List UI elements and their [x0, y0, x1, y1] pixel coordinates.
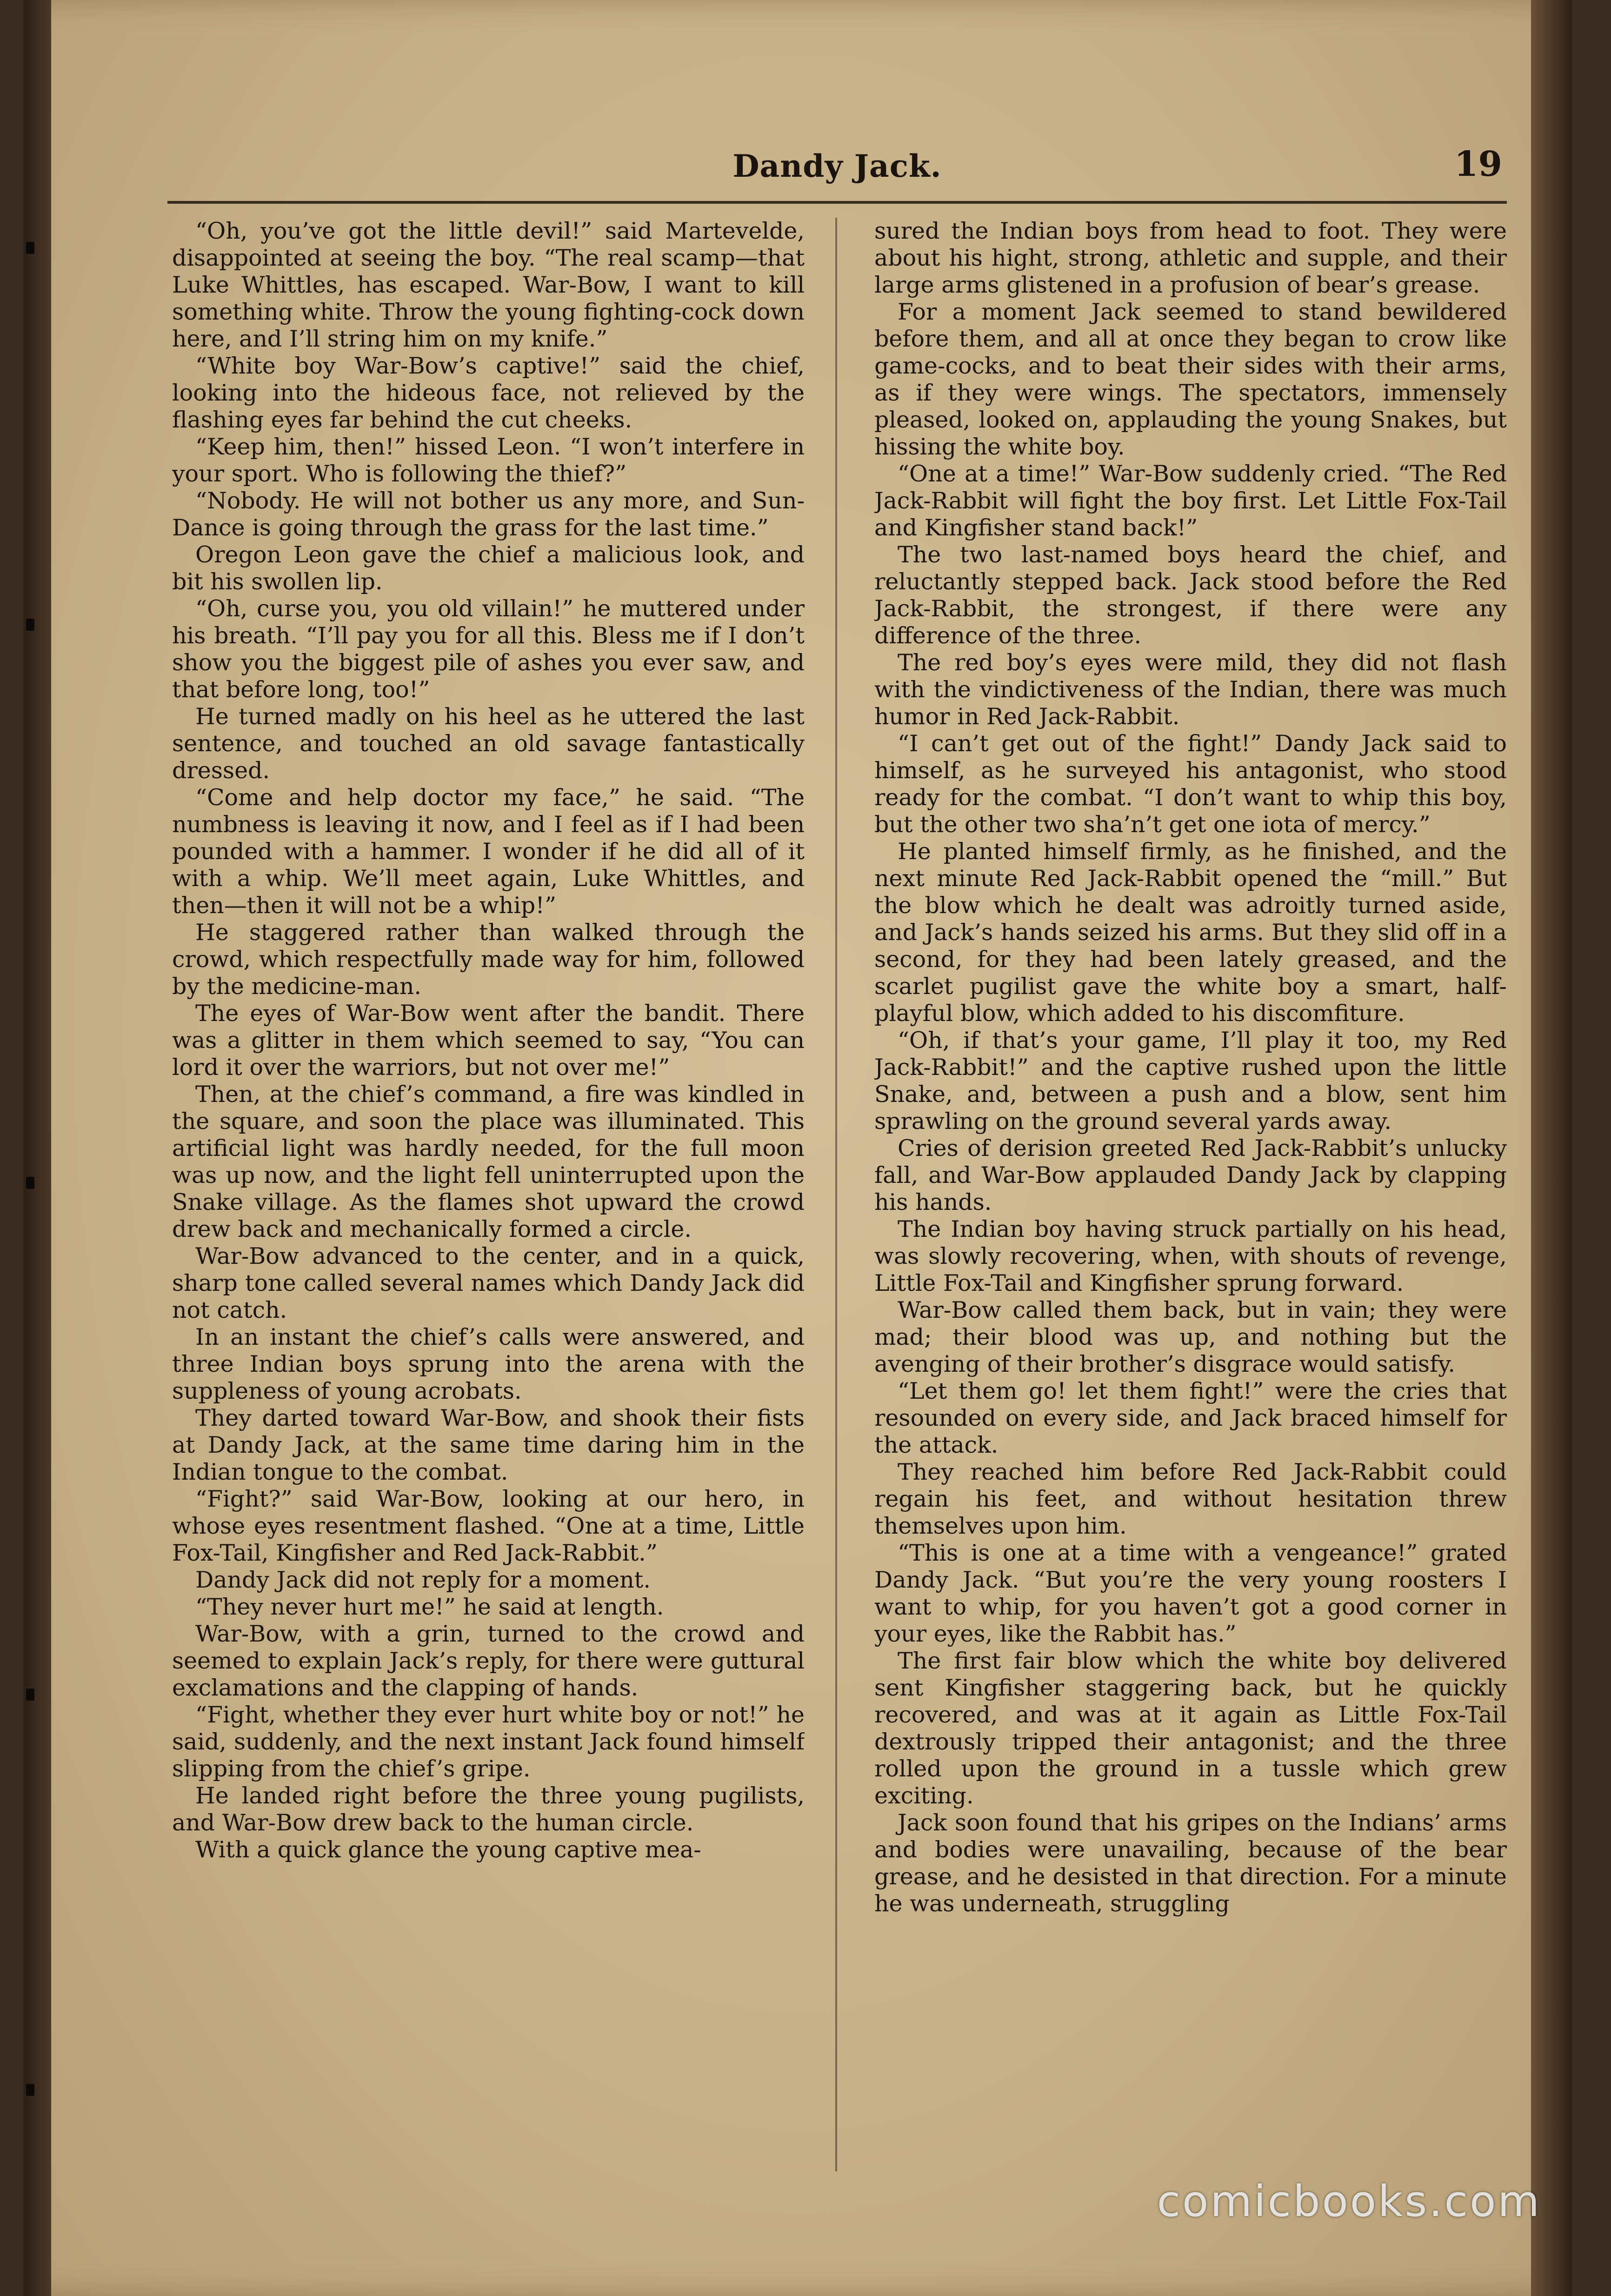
paragraph: “Nobody. He will not bother us any more, and Sun-Dance is going through the grass for the last time.”	[172, 487, 805, 541]
paragraph: He staggered rather than walked through the crowd, which respectfully made way for him, followed by the medicine-man.	[172, 919, 805, 1000]
paragraph: He turned madly on his heel as he uttered the last sentence, and touched an old savage fantastically dressed.	[172, 703, 805, 784]
paragraph: War-Bow advanced to the center, and in a quick, sharp tone called several names which Dandy Jack did not catch.	[172, 1243, 805, 1323]
paragraph: The Indian boy having struck partially on his head, was slowly recovering, when, with shouts of revenge, Little Fox-Tail and Kingfisher sprung forward.	[874, 1216, 1507, 1296]
paragraph: He planted himself firmly, as he finished, and the next minute Red Jack-Rabbit opened the “mill.” But the blow which he dealt was adroitly turned aside, and Jack’s hands seized his arms. But they slid off in a second, for they had been lately greased, and the scarlet pugilist gave the white boy a smart, half-playful blow, which added to his discomfiture.	[874, 838, 1507, 1027]
right-column	[874, 218, 1507, 2171]
binding-spine	[23, 0, 51, 2296]
paragraph: Dandy Jack did not reply for a moment.	[195, 1567, 651, 1593]
binding-stitch	[26, 1177, 34, 1189]
paragraph: “Keep him, then!” hissed Leon. “I won’t interfere in your sport. Who is following the thief?”	[172, 434, 805, 487]
paragraph: “Oh, if that’s your game, I’ll play it too, my Red Jack-Rabbit!” and the captive rushed upon the little Snake, and, between a push and a blow, sent him sprawling on the ground several yards away.	[874, 1027, 1507, 1135]
header-rule	[167, 201, 1507, 204]
page-right-edge	[1531, 0, 1572, 2296]
running-header	[167, 144, 1507, 199]
binding-stitch	[26, 242, 34, 254]
binding-stitch	[26, 1689, 34, 1701]
site-watermark: comicbooks.com	[1157, 2176, 1541, 2226]
paragraph: For a moment Jack seemed to stand bewildered before them, and all at once they began to crow like game-cocks, and to beat their sides with their arms, as if they were wings. The spectators, immensely pleased, looked on, applauding the young Snakes, but hissing the white boy.	[874, 299, 1507, 460]
paragraph: The first fair blow which the white boy delivered sent Kingfisher staggering back, but he quickly recovered, and was at it again as Little Fox-Tail dextrously tripped their antagonist; and the three rolled upon the ground in a tussle which grew exciting.	[874, 1648, 1507, 1809]
paragraph: “This is one at a time with a vengeance!” grated Dandy Jack. “But you’re the very young roosters I want to whip, for you haven’t got a good corner in your eyes, like the Rabbit has.”	[874, 1540, 1507, 1647]
page-number: 19	[1454, 144, 1502, 184]
paragraph: Then, at the chief’s command, a fire was kindled in the square, and soon the place was illuminated. This artificial light was hardly needed, for the full moon was up now, and the light fell uninterrupted upon the Snake village. As the flames shot upward the crowd drew back and mechanically formed a circle.	[172, 1081, 805, 1242]
paragraph: “They never hurt me!” he said at length.	[195, 1594, 664, 1620]
paragraph: “Oh, you’ve got the little devil!” said Martevelde, disappointed at seeing the boy. “The real scamp—that Luke Whittles, has escaped. War-Bow, I want to kill something white. Throw the young fighting-cock down here, and I’ll string him on my knife.”	[172, 218, 805, 352]
paragraph: In an instant the chief’s calls were answered, and three Indian boys sprung into the arena with the suppleness of young acrobats.	[172, 1324, 805, 1404]
paragraph: “Fight?” said War-Bow, looking at our hero, in whose eyes resentment flashed. “One at a time, Little Fox-Tail, Kingfisher and Red Jack-Rabbit.”	[172, 1486, 805, 1566]
paragraph-continued: sured the Indian boys from head to foot. They were about his hight, strong, athletic and supple, and their large arms glistened in a profusion of bear’s grease.	[874, 218, 1507, 298]
paragraph: “Come and help doctor my face,” he said. “The numbness is leaving it now, and I feel as if I had been pounded with a hammer. I wonder if he did all of it with a whip. We’ll meet again, Luke Whittles, and then—then it will not be a whip!”	[172, 784, 805, 919]
paragraph: “Fight, whether they ever hurt white boy or not!” he said, suddenly, and the next instant Jack found himself slipping from the chief’s gripe.	[172, 1702, 805, 1782]
paragraph: Jack soon found that his gripes on the Indians’ arms and bodies were unavailing, because of the bear grease, and he desisted in that direction. For a minute he was underneath, struggling	[874, 1809, 1507, 1917]
paragraph: The red boy’s eyes were mild, they did not flash with the vindictiveness of the Indian, there was much humor in Red Jack-Rabbit.	[874, 649, 1507, 730]
binding-stitch	[26, 2084, 34, 2096]
paragraph: Cries of derision greeted Red Jack-Rabbit’s unlucky fall, and War-Bow applauded Dandy Jack by clapping his hands.	[874, 1135, 1507, 1215]
binding-stitch	[26, 619, 34, 631]
column-divider	[835, 218, 837, 2171]
paragraph: “Let them go! let them fight!” were the cries that resounded on every side, and Jack braced himself for the attack.	[874, 1378, 1507, 1458]
paragraph: They darted toward War-Bow, and shook their fists at Dandy Jack, at the same time daring him in the Indian tongue to the combat.	[172, 1405, 805, 1485]
paragraph: Oregon Leon gave the chief a malicious look, and bit his swollen lip.	[172, 541, 805, 595]
paragraph: With a quick glance the young captive mea-	[195, 1836, 701, 1863]
paragraph: The eyes of War-Bow went after the bandit. There was a glitter in them which seemed to say, “You can lord it over the warriors, but not over me!”	[172, 1000, 805, 1081]
paragraph: They reached him before Red Jack-Rabbit could regain his feet, and without hesitation threw themselves upon him.	[874, 1459, 1507, 1539]
paragraph: “Oh, curse you, you old villain!” he muttered under his breath. “I’ll pay you for all this. Bless me if I don’t show you the biggest pile of ashes you ever saw, and that before long, too!”	[172, 595, 805, 703]
paragraph: “I can’t get out of the fight!” Dandy Jack said to himself, as he surveyed his antagonist, who stood ready for the combat. “I don’t want to whip this boy, but the other two sha’n’t get one iota of mercy.”	[874, 730, 1507, 838]
paragraph: War-Bow, with a grin, turned to the crowd and seemed to explain Jack’s reply, for there were guttural exclamations and the clapping of hands.	[172, 1621, 805, 1701]
left-column	[172, 218, 805, 2171]
paragraph: “One at a time!” War-Bow suddenly cried. “The Red Jack-Rabbit will fight the boy first. Let Little Fox-Tail and Kingfisher stand back!”	[874, 461, 1507, 541]
paragraph: He landed right before the three young pugilists, and War-Bow drew back to the human circle.	[172, 1782, 805, 1836]
paragraph: The two last-named boys heard the chief, and reluctantly stepped back. Jack stood before the Red Jack-Rabbit, the strongest, if there were any difference of the three.	[874, 541, 1507, 649]
paragraph: “White boy War-Bow’s captive!” said the chief, looking into the hideous face, not relieved by the flashing eyes far behind the cut cheeks.	[172, 353, 805, 433]
paragraph: War-Bow called them back, but in vain; they were mad; their blood was up, and nothing but the avenging of their brother’s disgrace would satisfy.	[874, 1297, 1507, 1377]
running-title: Dandy Jack.	[732, 148, 942, 184]
